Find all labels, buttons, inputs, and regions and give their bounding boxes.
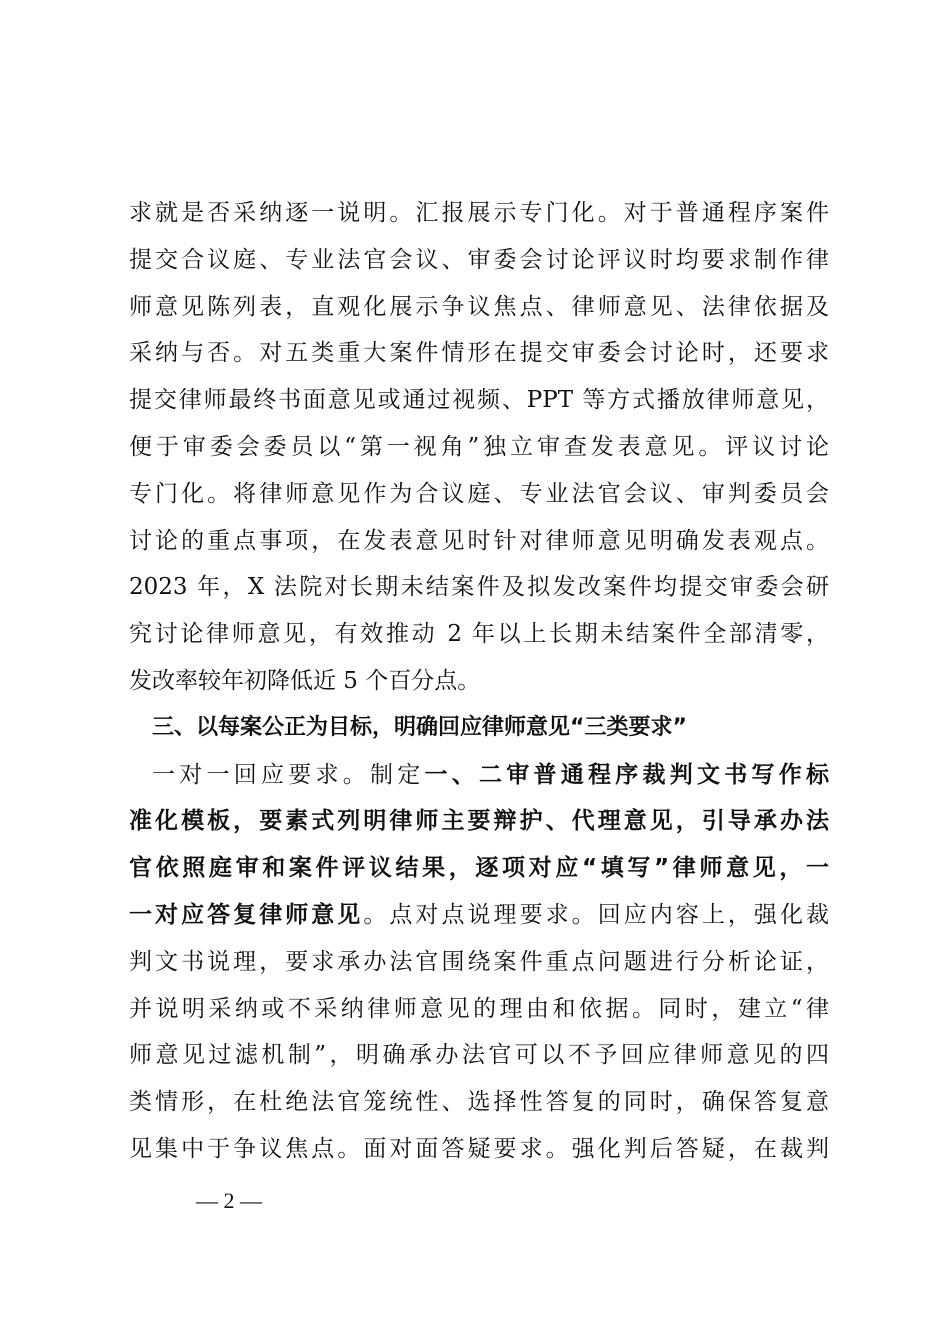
- para2-line-5: 判文书说理，要求承办法官围绕案件重点问题进行分析论证，: [129, 948, 829, 975]
- para2-line-1-bold: 一、二审普通程序裁判文书写作标: [424, 761, 829, 788]
- text-line-1: 求就是否采纳逐一说明。汇报展示专门化。对于普通程序案件: [129, 200, 829, 226]
- text-line-5: 提交律师最终书面意见或通过视频、PPT 等方式播放律师意见，: [129, 387, 829, 414]
- para2-line-1: [129, 752, 829, 799]
- text-line-8: 讨论的重点事项，在发表意见时针对律师意见明确发表观点。: [129, 527, 829, 554]
- text-line-7: 专门化。将律师意见作为合议庭、专业法官会议、审判委员会: [129, 480, 829, 507]
- text-line-10: 究讨论律师意见，有效推动 2 年以上长期未结案件全部清零，: [129, 621, 829, 648]
- text-line-9: 2023 年，X 法院对长期未结案件及拟发改案件均提交审委会研: [129, 574, 829, 601]
- para2-line-1-normal: 一对一回应要求。制定: [152, 761, 425, 788]
- para2-line-6: 并说明采纳或不采纳律师意见的理由和依据。同时，建立“律: [129, 995, 829, 1022]
- para2-line-4-normal: 。点对点说理要求。回应内容上，强化裁: [363, 901, 830, 928]
- para2-line-8: 类情形，在杜绝法官笼统性、选择性答复的同时，确保答复意: [129, 1089, 829, 1116]
- text-line-11: 发改率较年初降低近 5 个百分点。: [129, 667, 481, 694]
- text-line-2: 提交合议庭、专业法官会议、审委会讨论评议时均要求制作律: [129, 246, 829, 273]
- para2-line-9: 见集中于争议焦点。面对面答疑要求。强化判后答疑，在裁判: [129, 1135, 829, 1162]
- para2-line-2: 准化模板，要素式列明律师主要辩护、代理意见，引导承办法: [129, 808, 829, 835]
- para2-line-3: 官依照庭审和案件评议结果，逐项对应“填写”律师意见，一: [129, 855, 829, 882]
- text-line-6: 便于审委会委员以“第一视角”独立审查发表意见。评议讨论: [129, 433, 829, 460]
- body-text: [129, 190, 829, 1173]
- para2-line-4: [129, 892, 829, 939]
- text-line-4: 采纳与否。对五类重大案件情形在提交审委会讨论时，还要求: [129, 340, 829, 367]
- section-heading: 三、以每案公正为目标，明确回应律师意见“三类要求”: [152, 714, 687, 740]
- text-line-3: 师意见陈列表，直观化展示争议焦点、律师意见、法律依据及: [129, 293, 829, 320]
- para2-line-4-bold: 一对应答复律师意见: [129, 901, 364, 928]
- para2-line-7: 师意见过滤机制”，明确承办法官可以不予回应律师意见的四: [129, 1042, 829, 1069]
- page-number: — 2 —: [196, 1188, 262, 1213]
